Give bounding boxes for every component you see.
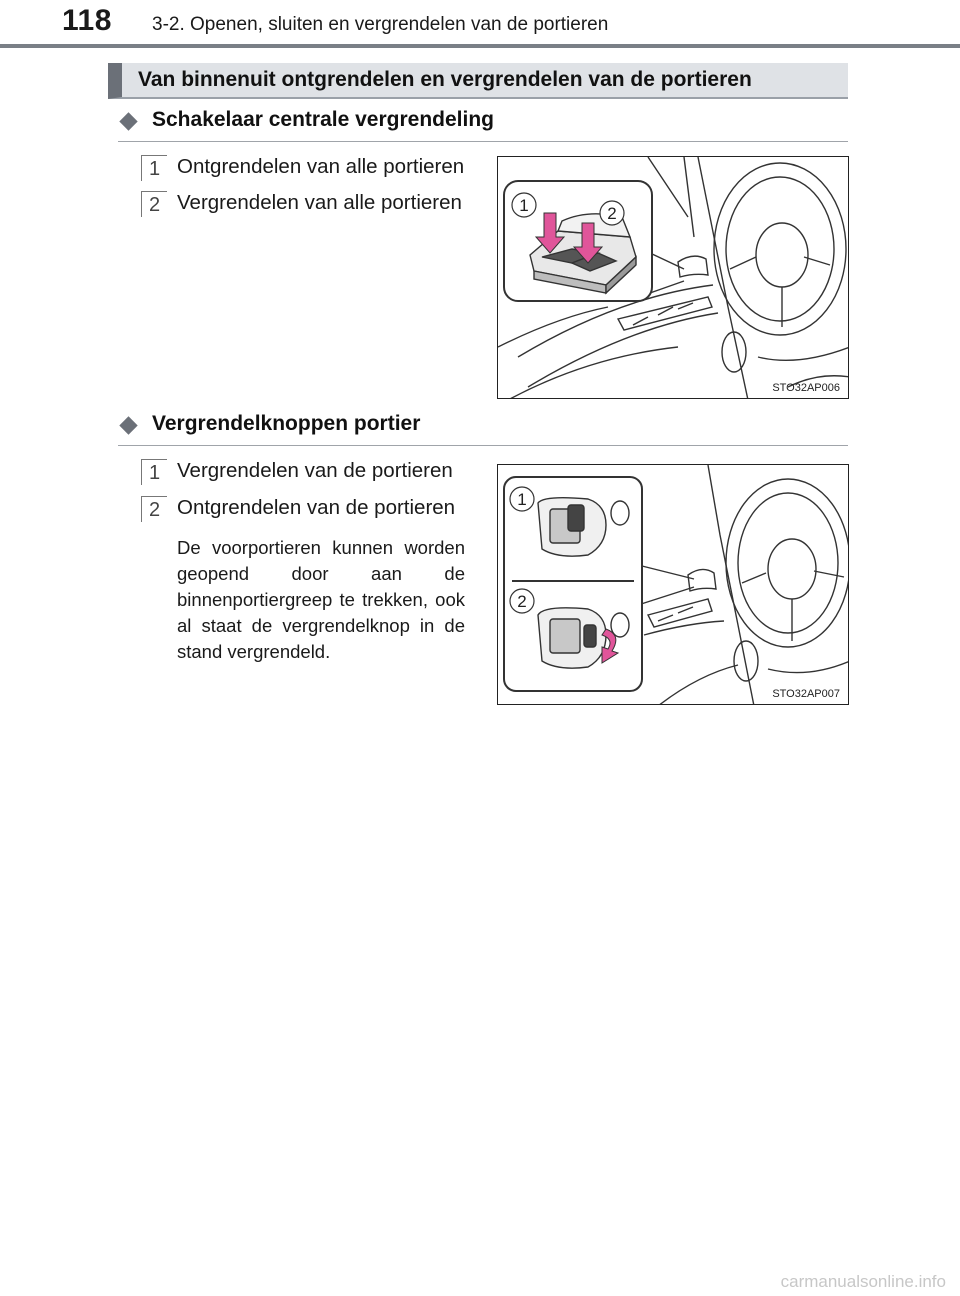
figure-door-lock-knob <box>497 464 849 705</box>
watermark: carmanualsonline.info <box>780 1272 946 1291</box>
section-title-bar <box>108 63 848 99</box>
item-number: 1 <box>141 155 167 181</box>
header-rule <box>0 44 960 48</box>
subsection-title: Vergrendelknoppen portier <box>152 412 421 435</box>
figure-code: STO32AP006 <box>772 382 840 394</box>
subsection-heading-central-lock <box>118 107 848 142</box>
figure-callout-1: 1 <box>519 196 529 215</box>
body-paragraph: De voorportieren kunnen worden geopend door aan de binnenportiergreep te trekken, ook al staat de vergrendelknop in de stand vergrendeld. <box>177 537 465 662</box>
figure-code: STO32AP007 <box>772 688 840 700</box>
item-text: Vergrendelen van alle portieren <box>177 191 462 214</box>
item-text: Vergrendelen van de portieren <box>177 459 453 482</box>
item-text: Ontgrendelen van alle portieren <box>177 155 465 178</box>
item-text: Ontgrendelen van de portieren <box>177 496 456 519</box>
figure-callout-2: 2 <box>517 592 527 611</box>
figure-callout-2: 2 <box>607 204 617 223</box>
section-title: Van binnenuit ontgrendelen en vergrendelen van de portieren <box>138 68 752 91</box>
running-header: 3-2. Openen, sluiten en vergrendelen van de portieren <box>152 14 609 35</box>
page-number: 118 <box>62 4 112 37</box>
diamond-bullet-icon <box>119 112 137 130</box>
diamond-bullet-icon <box>119 416 137 434</box>
subsection-title: Schakelaar centrale vergrendeling <box>152 108 494 131</box>
central-lock-illustration <box>498 157 849 399</box>
item-number: 2 <box>141 191 167 217</box>
figure-callout-1: 1 <box>517 490 527 509</box>
door-lock-knob-illustration <box>498 465 849 705</box>
item-number: 2 <box>141 496 167 522</box>
item-number: 1 <box>141 459 167 485</box>
figure-central-lock-switch <box>497 156 849 399</box>
subsection-heading-door-lock-knobs <box>118 411 848 446</box>
